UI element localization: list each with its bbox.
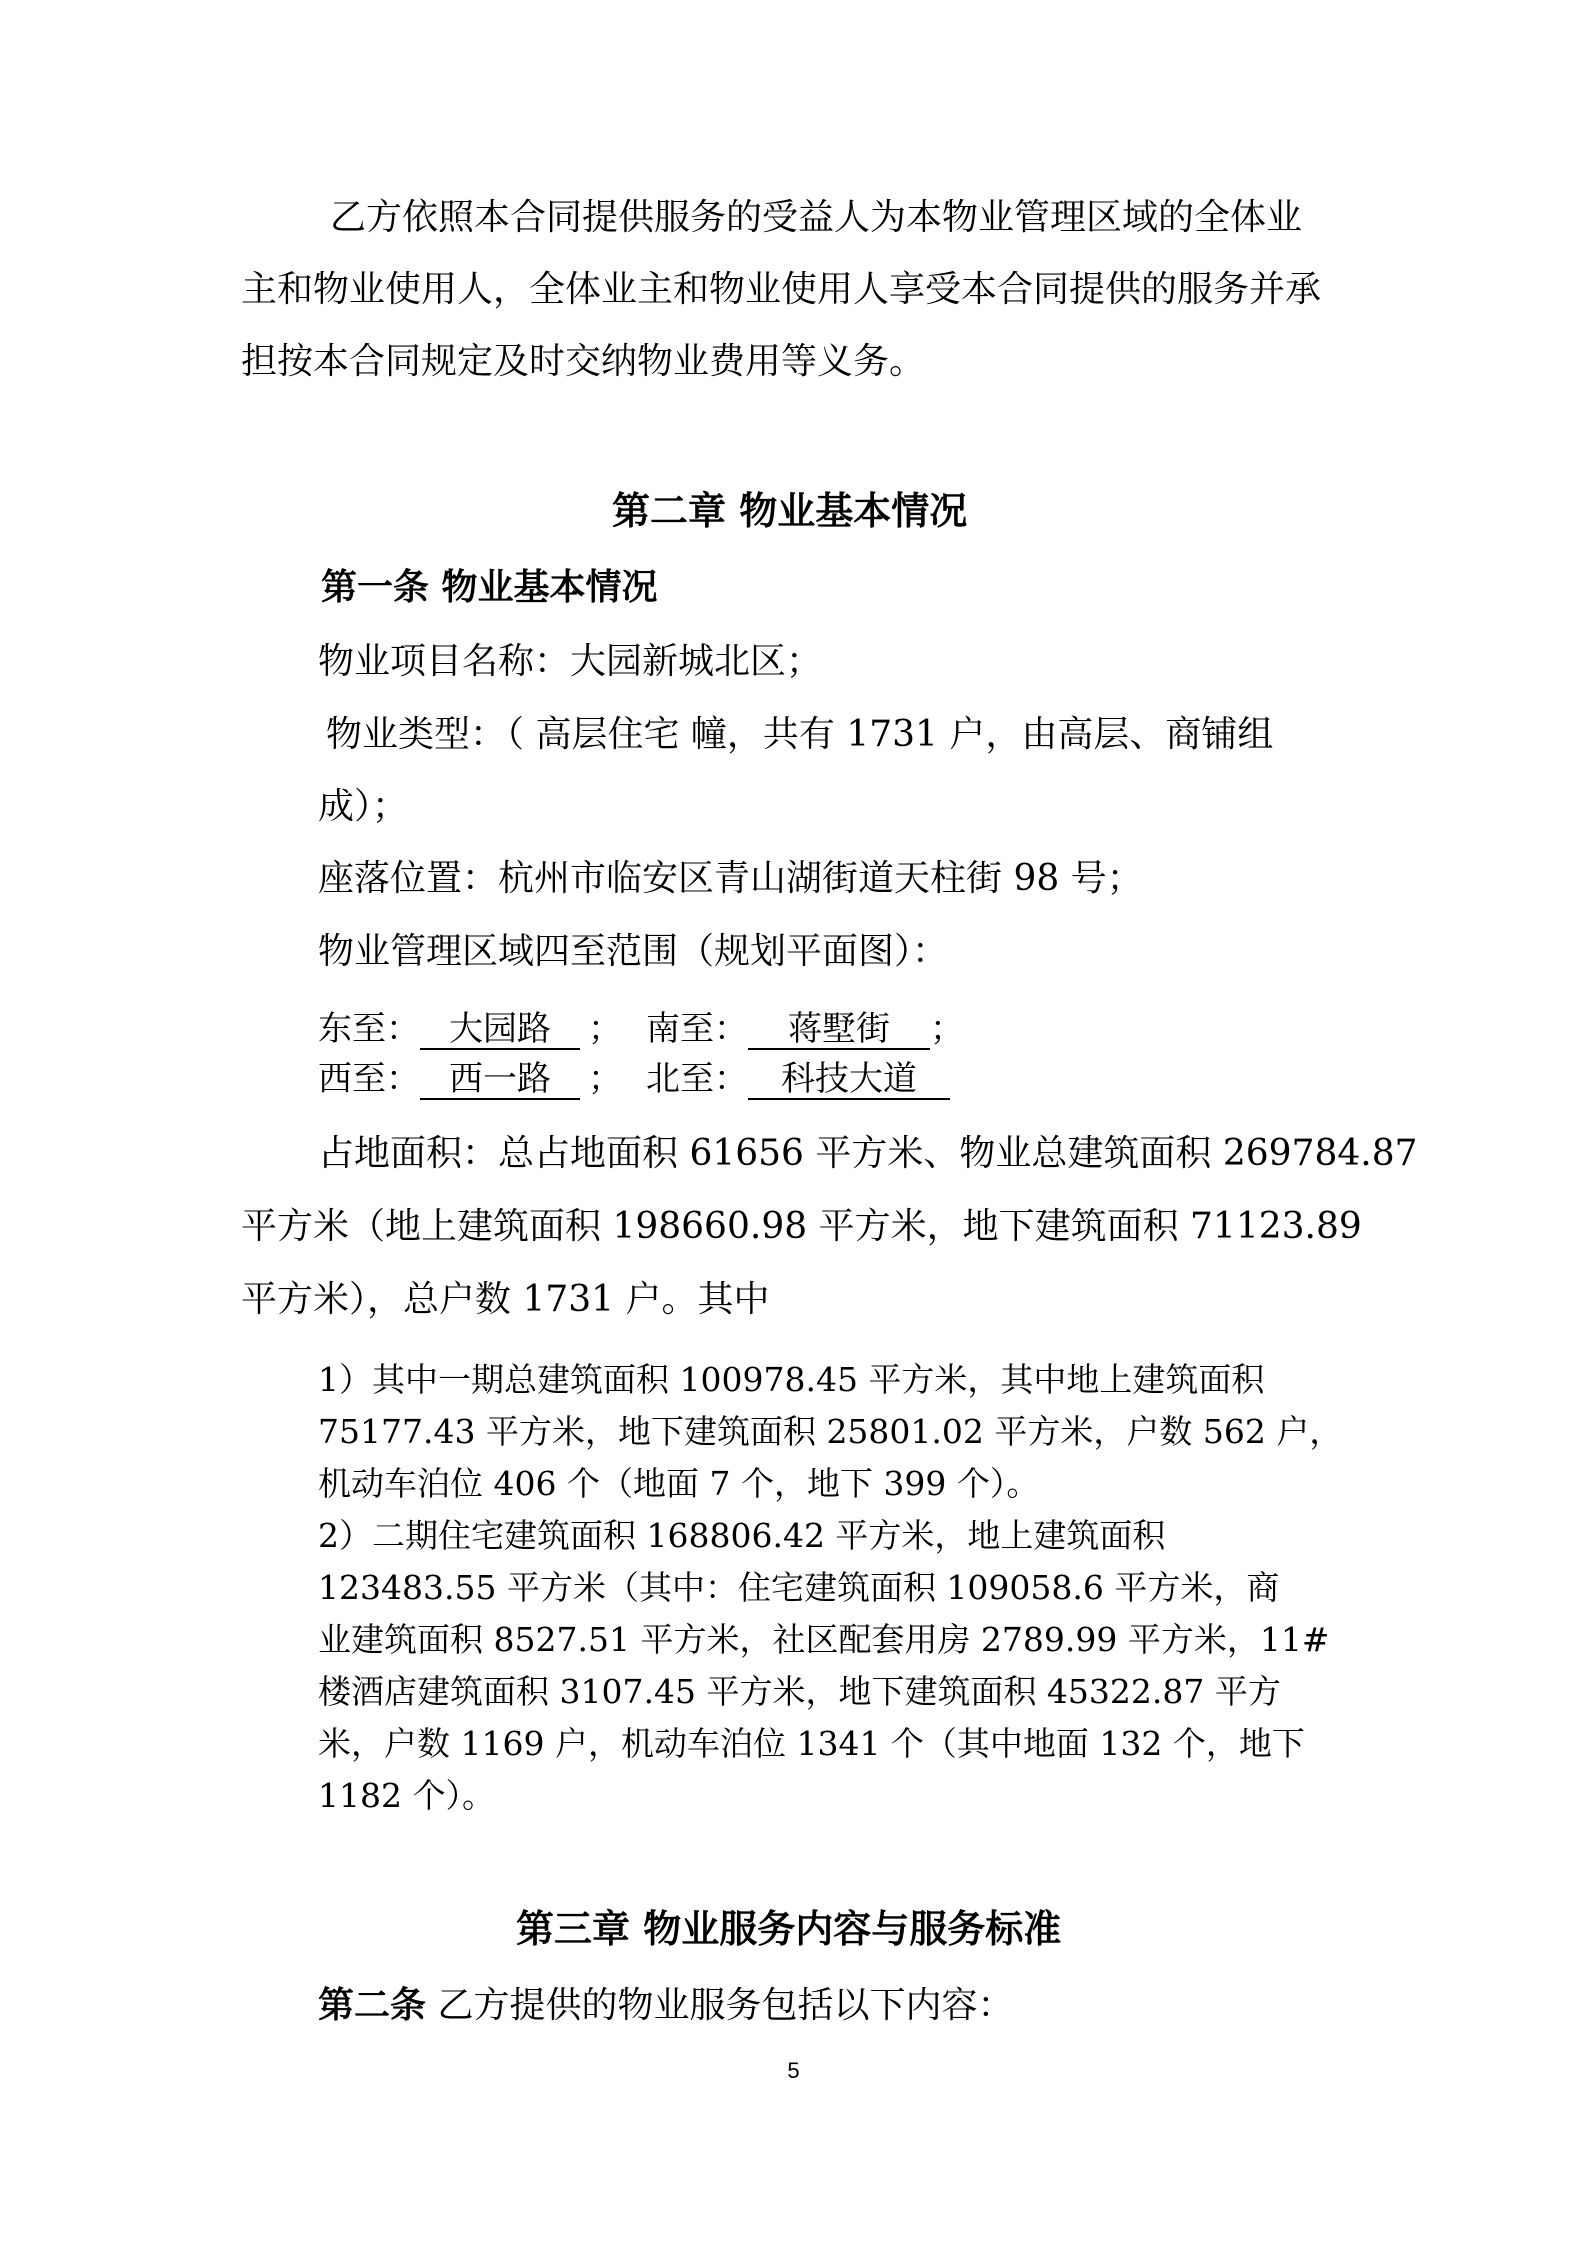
range-label: 物业管理区域四至范围（规划平面图）： (318, 931, 949, 972)
location: 座落位置：杭州市临安区青山湖街道天柱街 98 号； (318, 858, 1143, 899)
phase-line-5: 123483.55 平方米（其中：住宅建筑面积 109058.6 平方米，商 (318, 1568, 1280, 1607)
south-label: 南至： (646, 1009, 748, 1049)
area-line-2: 平方米（地上建筑面积 198660.98 平方米，地下建筑面积 71123.89 (241, 1206, 1362, 1247)
north-label: 北至： (646, 1059, 748, 1099)
bounds-row-west-north (318, 1058, 950, 1100)
intro-line-1: 乙方依照本合同提供服务的受益人为本物业管理区域的全体业 (330, 197, 1303, 238)
south-value: 蒋墅街 (748, 1010, 930, 1050)
property-type-line-2: 成）； (318, 786, 409, 827)
phase-line-6: 业建筑面积 8527.51 平方米，社区配套用房 2789.99 平方米，11# (318, 1620, 1330, 1659)
west-value: 西一路 (420, 1060, 580, 1100)
intro-line-3: 担按本合同规定及时交纳物业费用等义务。 (241, 341, 926, 382)
separator: ； (588, 1009, 622, 1049)
project-name: 物业项目名称：大园新城北区； (318, 641, 823, 682)
property-type-line-1: 物业类型：（ 高层住宅 幢，共有 1731 户，由高层、商铺组 (326, 714, 1274, 755)
area-line-1: 占地面积：总占地面积 61656 平方米、物业总建筑面积 269784.87 (318, 1133, 1418, 1174)
article-1-title: 第一条 物业基本情况 (321, 567, 658, 608)
article-2-label: 第二条 (318, 1985, 427, 2026)
chapter-2-title: 第二章 物业基本情况 (612, 489, 968, 533)
phase-line-2: 75177.43 平方米，地下建筑面积 25801.02 平方米，户数 562 户， (318, 1412, 1343, 1451)
phase-line-4: 2）二期住宅建筑面积 168806.42 平方米，地上建筑面积 (318, 1516, 1166, 1555)
article-2-text: 乙方提供的物业服务包括以下内容： (426, 1985, 1014, 2026)
chapter-3-title: 第三章 物业服务内容与服务标准 (516, 1907, 1062, 1951)
bounds-row-east-south (318, 1008, 964, 1050)
page-number: 5 (787, 2058, 800, 2083)
phase-line-3: 机动车泊位 406 个（地面 7 个，地下 399 个）。 (318, 1464, 1040, 1503)
north-value: 科技大道 (748, 1060, 950, 1100)
separator: ； (588, 1059, 622, 1099)
east-label: 东至： (318, 1009, 420, 1049)
separator: ； (930, 1009, 964, 1049)
phase-line-1: 1）其中一期总建筑面积 100978.45 平方米，其中地上建筑面积 (318, 1360, 1265, 1399)
phase-line-9: 1182 个）。 (318, 1776, 495, 1815)
area-line-3: 平方米），总户数 1731 户。其中 (241, 1279, 770, 1320)
east-value: 大园路 (420, 1010, 580, 1050)
phase-line-8: 米，户数 1169 户，机动车泊位 1341 个（其中地面 132 个，地下 (318, 1724, 1305, 1763)
phase-line-7: 楼酒店建筑面积 3107.45 平方米，地下建筑面积 45322.87 平方 (318, 1672, 1281, 1711)
article-2-line (318, 1984, 1013, 2028)
intro-line-2: 主和物业使用人，全体业主和物业使用人享受本合同提供的服务并承 (241, 269, 1322, 310)
west-label: 西至： (318, 1059, 420, 1099)
